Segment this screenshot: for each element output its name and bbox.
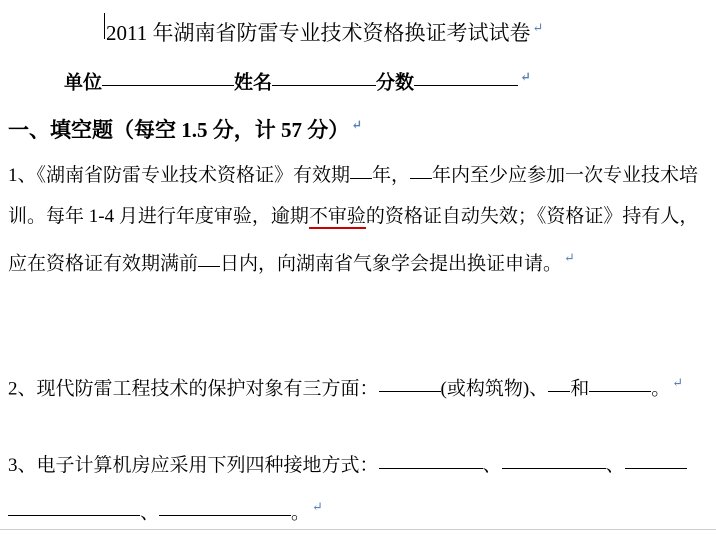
question-1-part-5: 日内，向湖南省气象学会提出换证申请。 <box>220 253 563 275</box>
question-3-blank-2 <box>502 468 606 469</box>
question-3-part-5: 。 <box>291 502 311 524</box>
document-title-text: 2011 年湖南省防雷专业技术资格换证考试试卷 <box>106 21 531 45</box>
question-1 <box>8 155 712 284</box>
question-3-part-2: 、 <box>482 455 502 476</box>
question-1-blank-1 <box>350 178 372 179</box>
question-3-part-1: 电子计算机房应采用下列四种接地方式： <box>36 455 379 476</box>
section-heading-text: 一、填空题（每空 1.5 分，计 57 分） <box>8 118 350 142</box>
question-1-part-2: 年， <box>372 165 411 186</box>
paragraph-mark-icon: ↵ <box>532 20 544 35</box>
paragraph-mark-icon: ↵ <box>312 499 323 514</box>
question-1-number: 1、 <box>8 165 37 186</box>
question-2 <box>8 362 712 409</box>
question-1-part-3: 年内至少应参加一次专业技术培训。每年 1-4 月进行年度审验，逾期 <box>8 165 699 227</box>
document-title <box>106 14 543 47</box>
question-2-blank-2 <box>548 391 570 392</box>
question-2-part-3: 和 <box>570 378 590 400</box>
page-bottom-divider <box>0 529 716 530</box>
question-1-part-1: 《湖南省防雷专业技术资格证》有效期 <box>36 165 351 186</box>
name-blank <box>272 85 376 86</box>
score-blank <box>414 85 518 86</box>
question-3-blank-1 <box>379 468 483 469</box>
question-3-number: 3、 <box>8 455 37 476</box>
question-2-number: 2、 <box>8 378 37 400</box>
question-2-part-4: 。 <box>651 378 671 400</box>
question-3-blank-3 <box>625 468 687 469</box>
question-2-blank-3 <box>589 391 651 392</box>
question-3 <box>8 445 712 533</box>
paragraph-mark-icon: ↵ <box>564 250 575 265</box>
exam-info-line <box>64 63 531 97</box>
question-1-marked-text: 不审验 <box>308 206 366 227</box>
question-3-part-3: 、 <box>605 455 625 476</box>
question-3-part-4: 、 <box>140 502 160 524</box>
unit-label: 单位 <box>64 72 103 94</box>
paragraph-mark-icon: ↵ <box>520 69 531 84</box>
question-3-blank-5 <box>159 515 291 516</box>
section-heading-fill-in-blanks <box>8 110 362 145</box>
question-3-blank-4 <box>8 515 140 516</box>
unit-blank <box>102 85 234 86</box>
question-2-part-2: (或构筑物)、 <box>440 378 549 400</box>
question-1-blank-2 <box>410 178 432 179</box>
question-2-blank-1 <box>379 391 441 392</box>
question-2-part-1: 现代防雷工程技术的保护对象有三方面： <box>36 378 379 400</box>
paragraph-mark-icon: ↵ <box>672 375 684 390</box>
question-1-blank-3 <box>198 266 220 267</box>
text-cursor <box>104 13 105 39</box>
question-1-part-4: 的资格证自动失效；《资格证》持有人，应在资格证有效期满前 <box>8 206 699 275</box>
name-label: 姓名 <box>234 72 273 94</box>
score-label: 分数 <box>376 72 415 94</box>
paragraph-mark-icon: ↵ <box>351 117 363 132</box>
